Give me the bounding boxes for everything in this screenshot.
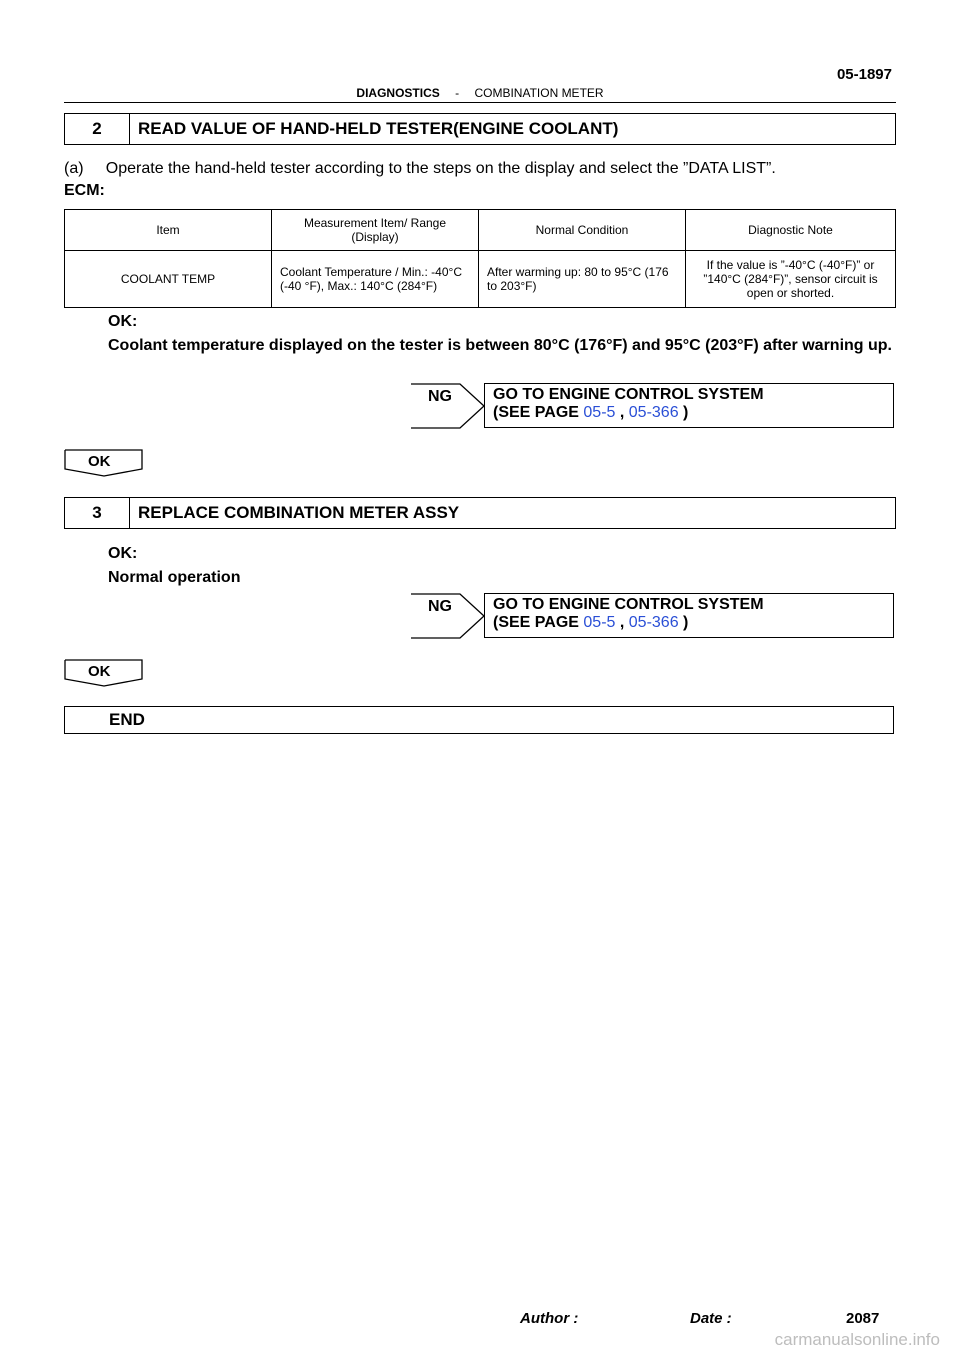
data-list-table [64,209,896,308]
cell-item: COOLANT TEMP [65,251,272,308]
step-3-title: REPLACE COMBINATION METER ASSY [138,503,460,522]
page-link-05-366[interactable]: 05-366 [628,404,679,421]
step-3-number: 3 [65,498,130,528]
step-2-ok-flag: OK [88,453,111,470]
step-2-ok-text: Coolant temperature displayed on the tester is between 80°C (176°F) and 95°C (203°F) after warning up. [108,337,892,354]
step-3-box [64,497,896,529]
step-2-ng-label: NG [428,388,452,405]
table-row [65,251,896,308]
header-normal-condition: Normal Condition [479,210,686,251]
running-header [0,86,960,100]
step-3-ok-flag: OK [88,663,111,680]
page-link-05-5[interactable]: 05-5 [583,404,616,421]
footer-author-label: Author : [520,1310,579,1327]
step-3-ok-text: Normal operation [108,569,241,586]
step-3-ok-label: OK: [108,545,138,562]
step-2-ng-arrow [410,383,485,430]
step-2-ok-label: OK: [108,313,138,330]
step-2-box [64,113,896,145]
step-3-ng-label: NG [428,598,452,615]
step-2-number: 2 [65,114,130,144]
header-diagnostic-note: Diagnostic Note [686,210,896,251]
page-link-05-5[interactable]: 05-5 [583,614,616,631]
see-page-suffix: ) [678,614,689,631]
header-measurement: Measurement Item/ Range (Display) [272,210,479,251]
cell-note: If the value is ”-40°C (-40°F)” or ”140°C (284°F)”, sensor circuit is open or shorted. [686,251,896,308]
header-separator: - [455,86,460,100]
end-box: END [64,706,894,734]
cell-normal: After warming up: 80 to 95°C (176 to 203°F) [479,251,686,308]
ecm-label: ECM: [64,182,105,199]
step-2-ng-line2 [493,404,885,422]
cell-measurement: Coolant Temperature / Min.: -40°C (-40 °F), Max.: 140°C (284°F) [272,251,479,308]
header-section: DIAGNOSTICS [356,86,440,100]
header-rule [64,102,896,103]
step-3-ng-arrow [410,593,485,640]
step-2-title: READ VALUE OF HAND-HELD TESTER(ENGINE COOLANT) [138,119,619,138]
page-link-05-366[interactable]: 05-366 [628,614,679,631]
see-page-prefix: (SEE PAGE [493,614,584,631]
step-3-ng-box [484,593,894,638]
step-3-ng-line2 [493,614,885,632]
footer-date-label: Date : [690,1310,732,1327]
link-separator: , [615,404,629,421]
header-item: Item [65,210,272,251]
step-2-instruction: (a) Operate the hand-held tester according to the steps on the display and select the ”DATA LIST”. [64,160,776,177]
watermark: carmanualsonline.info [774,1330,940,1349]
link-separator: , [615,614,629,631]
step-3-ng-line1: GO TO ENGINE CONTROL SYSTEM [493,596,764,613]
step-2-ng-line1: GO TO ENGINE CONTROL SYSTEM [493,386,764,403]
header-subsection: COMBINATION METER [474,86,604,100]
see-page-suffix: ) [678,404,689,421]
step-2-ng-box [484,383,894,428]
table-header-row [65,210,896,251]
page-number: 05-1897 [836,66,892,83]
see-page-prefix: (SEE PAGE [493,404,584,421]
footer-page: 2087 [846,1310,880,1327]
